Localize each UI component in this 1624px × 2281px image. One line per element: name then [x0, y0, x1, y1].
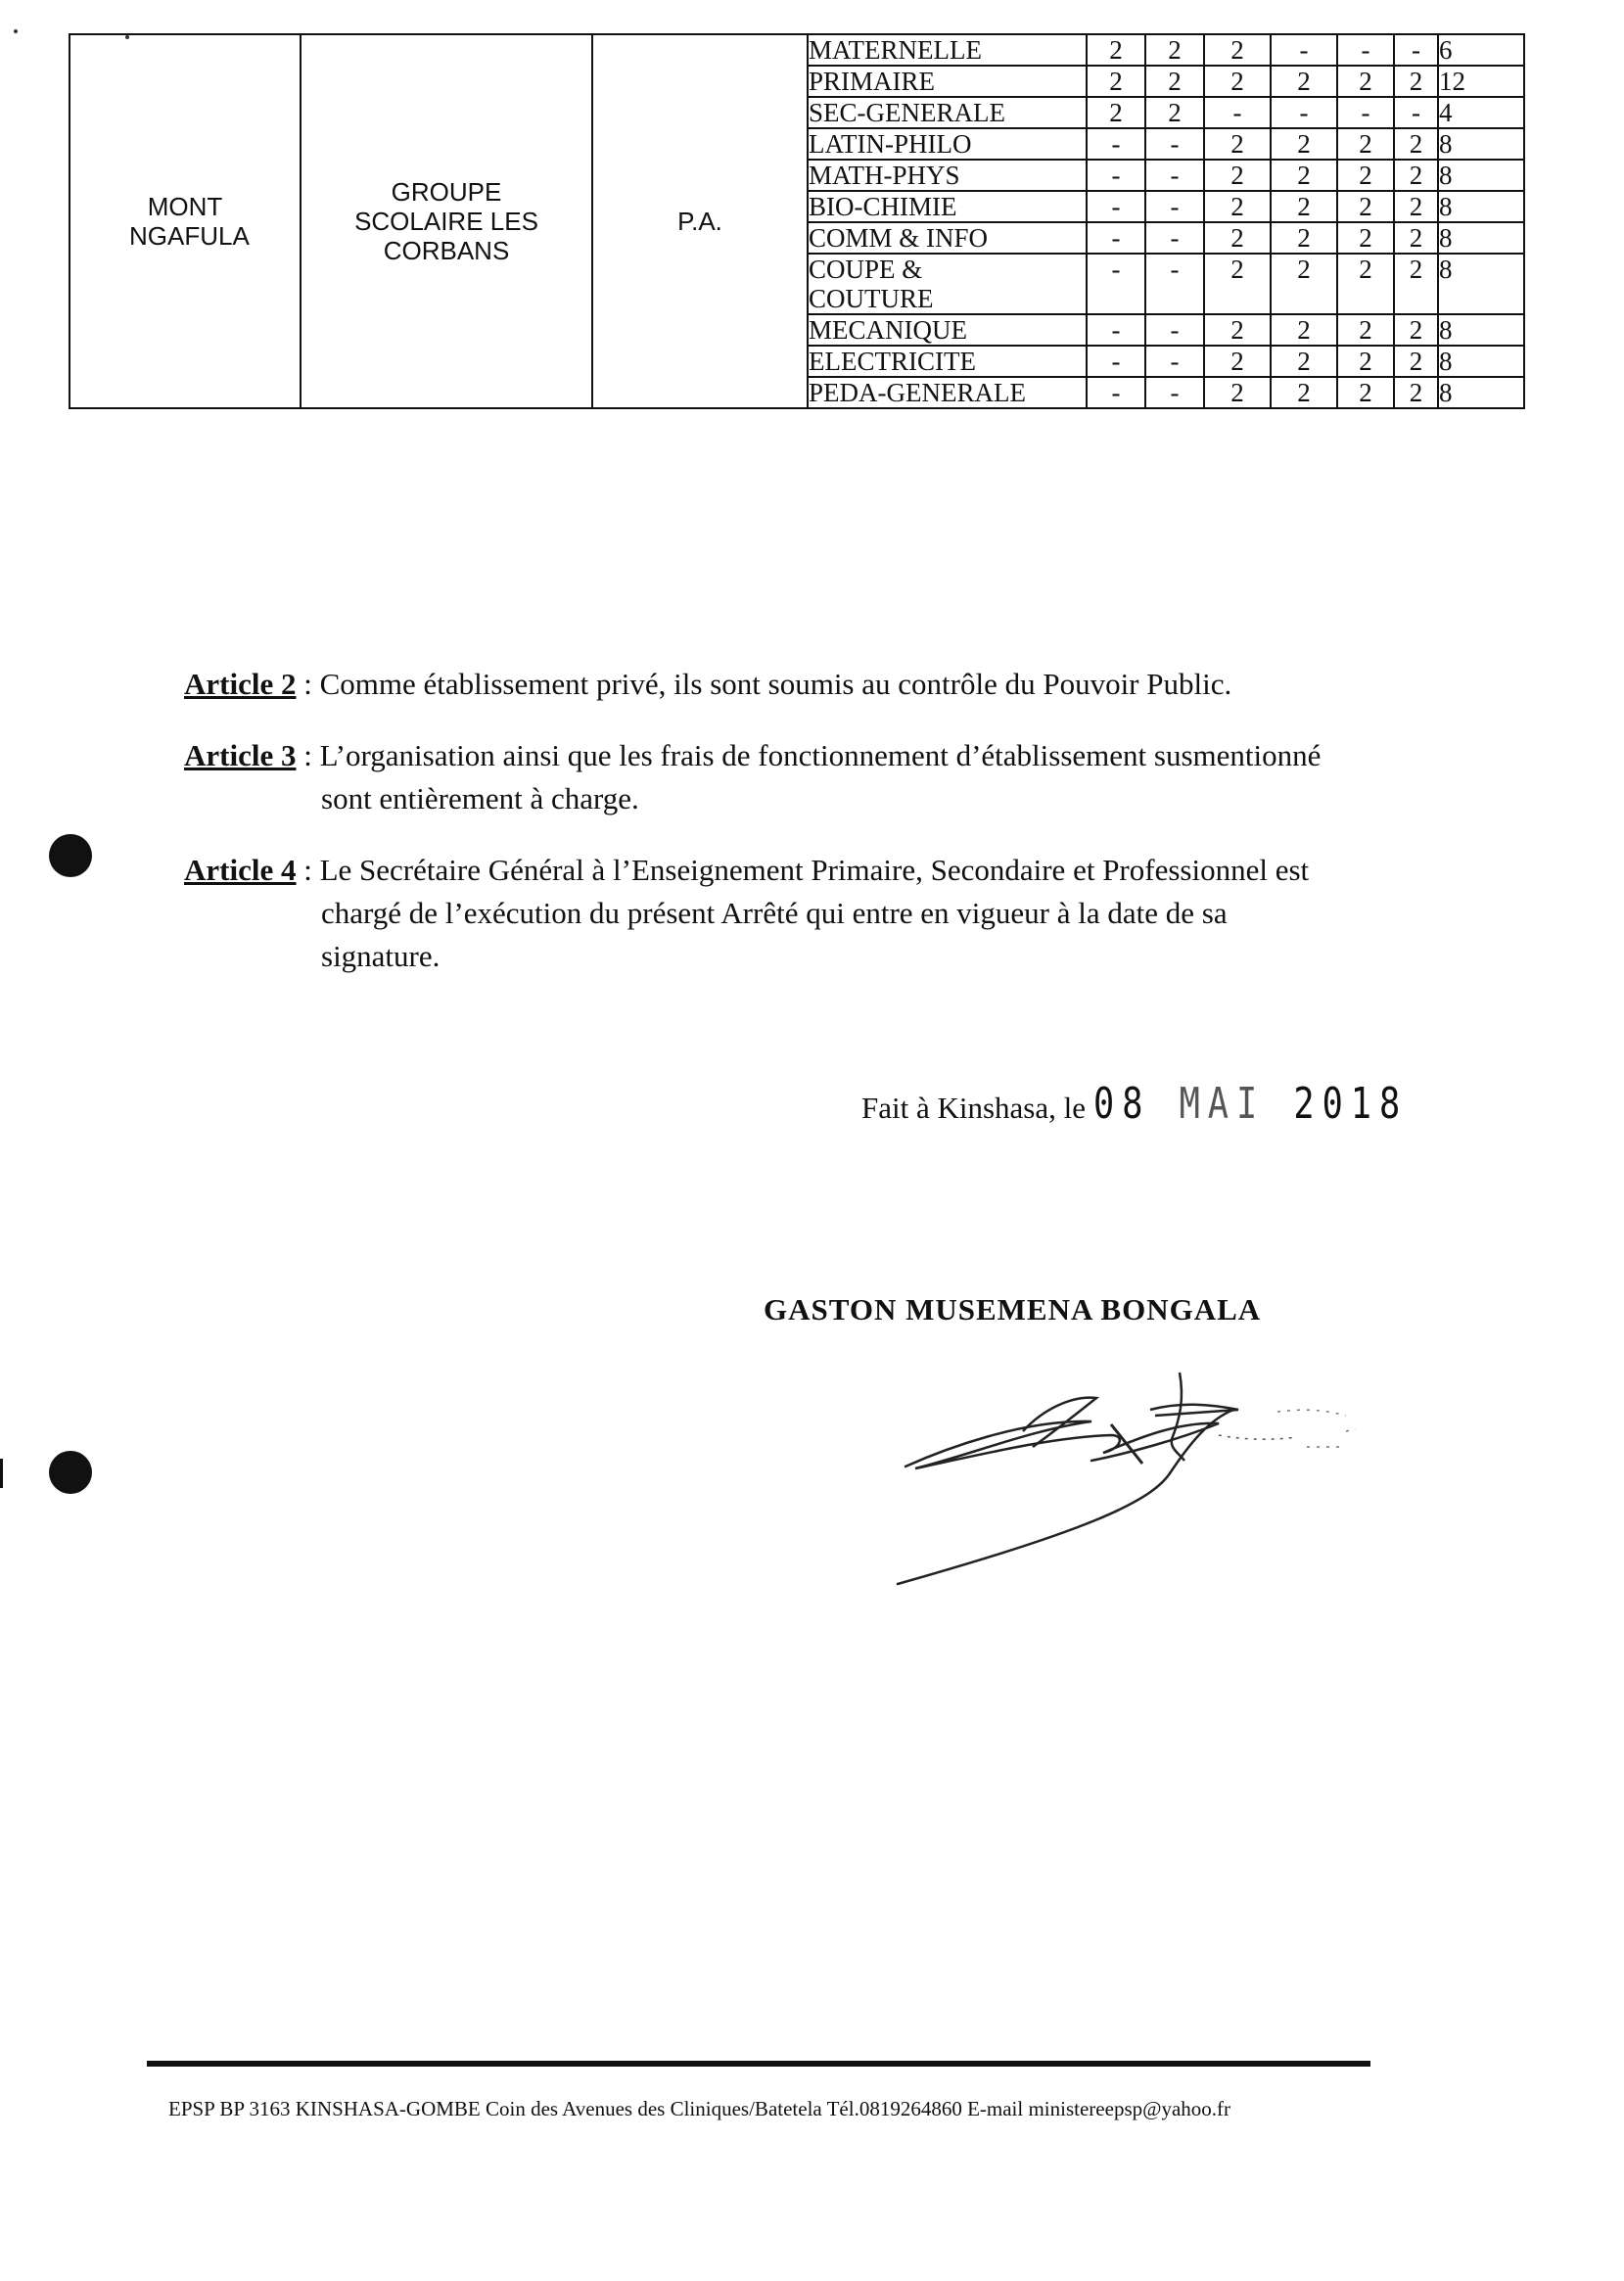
- article-text: Le Secrétaire Général à l’Enseignement Primaire, Secondaire et Professionnel est: [319, 853, 1310, 887]
- class-count-cell: 2: [1204, 34, 1271, 66]
- class-count-cell: 2: [1394, 128, 1438, 160]
- class-count-cell: 2: [1271, 191, 1337, 222]
- class-count-cell: 2: [1145, 97, 1204, 128]
- article-text: L’organisation ainsi que les frais de fonctionnement d’établissement susmentionné: [319, 738, 1322, 772]
- footer-address: EPSP BP 3163 KINSHASA-GOMBE Coin des Avenues des Cliniques/Batetela Tél.0819264860 E-mail ministereepsp@yahoo.fr: [168, 2097, 1231, 2120]
- article-separator: :: [296, 738, 320, 772]
- table-row: [70, 34, 1524, 66]
- class-count-cell: 2: [1145, 34, 1204, 66]
- class-count-cell: 2: [1204, 346, 1271, 377]
- class-count-cell: -: [1087, 254, 1145, 314]
- section-name-cell: PEDA-GENERALE: [808, 377, 1087, 408]
- article-label: Article 3: [184, 738, 297, 772]
- total-cell: 6: [1438, 34, 1524, 66]
- class-count-cell: -: [1145, 346, 1204, 377]
- class-count-cell: -: [1145, 191, 1204, 222]
- class-count-cell: 2: [1337, 222, 1394, 254]
- total-cell: 4: [1438, 97, 1524, 128]
- class-count-cell: -: [1087, 377, 1145, 408]
- section-name-cell: COMM & INFO: [808, 222, 1087, 254]
- school-sections-table: [69, 33, 1525, 409]
- section-name-cell: MATERNELLE: [808, 34, 1087, 66]
- class-count-cell: 2: [1087, 34, 1145, 66]
- scan-edge-mark: [0, 1459, 3, 1488]
- class-count-cell: 2: [1271, 377, 1337, 408]
- class-count-cell: -: [1145, 254, 1204, 314]
- date-stamp: [1093, 1075, 1408, 1134]
- total-cell: 8: [1438, 191, 1524, 222]
- article-4: [184, 850, 1457, 891]
- class-count-cell: 2: [1394, 314, 1438, 346]
- stamp-month: MAI: [1179, 1079, 1265, 1129]
- total-cell: 8: [1438, 222, 1524, 254]
- section-name-cell: MECANIQUE: [808, 314, 1087, 346]
- article-separator: :: [296, 667, 320, 701]
- stamp-day: 08: [1092, 1079, 1151, 1129]
- section-name-cell: LATIN-PHILO: [808, 128, 1087, 160]
- article-separator: :: [296, 853, 320, 887]
- article-text-continued: sont entièrement à charge.: [321, 781, 639, 815]
- class-count-cell: 2: [1204, 377, 1271, 408]
- section-name-cell: COUPE & COUTURE: [808, 254, 1087, 314]
- class-count-cell: -: [1271, 34, 1337, 66]
- total-cell: 12: [1438, 66, 1524, 97]
- class-count-cell: -: [1087, 222, 1145, 254]
- total-cell: 8: [1438, 254, 1524, 314]
- footer-divider: [147, 2061, 1370, 2067]
- article-text-continued: chargé de l’exécution du présent Arrêté qui entre en vigueur à la date de sa: [321, 896, 1228, 930]
- class-count-cell: -: [1087, 314, 1145, 346]
- class-count-cell: -: [1087, 191, 1145, 222]
- total-cell: 8: [1438, 314, 1524, 346]
- class-count-cell: -: [1204, 97, 1271, 128]
- punch-hole-mark: [49, 834, 92, 877]
- class-count-cell: 2: [1271, 314, 1337, 346]
- section-name-cell: ELECTRICITE: [808, 346, 1087, 377]
- article-3: [184, 735, 1457, 776]
- class-count-cell: -: [1271, 97, 1337, 128]
- total-cell: 8: [1438, 346, 1524, 377]
- stamp-year: 2018: [1293, 1079, 1408, 1129]
- article-text-continued: signature.: [321, 939, 441, 973]
- commune-cell: MONT NGAFULA: [70, 34, 301, 408]
- total-cell: 8: [1438, 160, 1524, 191]
- class-count-cell: 2: [1087, 97, 1145, 128]
- place-date-line: [861, 1075, 1486, 1138]
- scan-speck: [14, 29, 18, 33]
- class-count-cell: -: [1087, 346, 1145, 377]
- class-count-cell: 2: [1204, 160, 1271, 191]
- class-count-cell: 2: [1145, 66, 1204, 97]
- class-count-cell: 2: [1271, 346, 1337, 377]
- class-count-cell: 2: [1271, 160, 1337, 191]
- section-name-cell: BIO-CHIMIE: [808, 191, 1087, 222]
- total-cell: 8: [1438, 128, 1524, 160]
- class-count-cell: -: [1337, 34, 1394, 66]
- class-count-cell: 2: [1394, 66, 1438, 97]
- class-count-cell: -: [1145, 222, 1204, 254]
- class-count-cell: -: [1394, 97, 1438, 128]
- class-count-cell: 2: [1271, 254, 1337, 314]
- class-count-cell: 2: [1337, 160, 1394, 191]
- class-count-cell: 2: [1337, 254, 1394, 314]
- class-count-cell: 2: [1337, 191, 1394, 222]
- class-count-cell: 2: [1204, 128, 1271, 160]
- class-count-cell: 2: [1394, 254, 1438, 314]
- article-label: Article 2: [184, 667, 297, 701]
- class-count-cell: 2: [1204, 66, 1271, 97]
- class-count-cell: -: [1087, 160, 1145, 191]
- punch-hole-mark: [49, 1451, 92, 1494]
- class-count-cell: 2: [1394, 377, 1438, 408]
- class-count-cell: -: [1145, 314, 1204, 346]
- class-count-cell: 2: [1204, 222, 1271, 254]
- class-count-cell: 2: [1394, 222, 1438, 254]
- class-count-cell: -: [1337, 97, 1394, 128]
- handwritten-signature: [886, 1351, 1395, 1586]
- class-count-cell: 2: [1337, 314, 1394, 346]
- class-count-cell: 2: [1271, 128, 1337, 160]
- class-count-cell: 2: [1204, 254, 1271, 314]
- class-count-cell: 2: [1337, 377, 1394, 408]
- school-name-cell: GROUPE SCOLAIRE LES CORBANS: [301, 34, 592, 408]
- class-count-cell: 2: [1337, 128, 1394, 160]
- section-name-cell: PRIMAIRE: [808, 66, 1087, 97]
- class-count-cell: -: [1394, 34, 1438, 66]
- class-count-cell: 2: [1204, 191, 1271, 222]
- class-count-cell: -: [1145, 160, 1204, 191]
- section-name-cell: SEC-GENERALE: [808, 97, 1087, 128]
- class-count-cell: 2: [1394, 160, 1438, 191]
- class-count-cell: 2: [1337, 346, 1394, 377]
- article-text: Comme établissement privé, ils sont soumis au contrôle du Pouvoir Public.: [319, 667, 1232, 701]
- class-count-cell: 2: [1271, 66, 1337, 97]
- section-name-cell: MATH-PHYS: [808, 160, 1087, 191]
- class-count-cell: 2: [1337, 66, 1394, 97]
- regime-cell: P.A.: [592, 34, 808, 408]
- class-count-cell: 2: [1087, 66, 1145, 97]
- class-count-cell: -: [1087, 128, 1145, 160]
- article-label: Article 4: [184, 853, 297, 887]
- class-count-cell: -: [1145, 128, 1204, 160]
- class-count-cell: -: [1145, 377, 1204, 408]
- total-cell: 8: [1438, 377, 1524, 408]
- class-count-cell: 2: [1204, 314, 1271, 346]
- place-text: Fait à Kinshasa, le: [861, 1091, 1087, 1125]
- article-2: [184, 664, 1457, 705]
- signatory-name: GASTON MUSEMENA BONGALA: [764, 1292, 1262, 1327]
- class-count-cell: 2: [1394, 191, 1438, 222]
- class-count-cell: 2: [1394, 346, 1438, 377]
- class-count-cell: 2: [1271, 222, 1337, 254]
